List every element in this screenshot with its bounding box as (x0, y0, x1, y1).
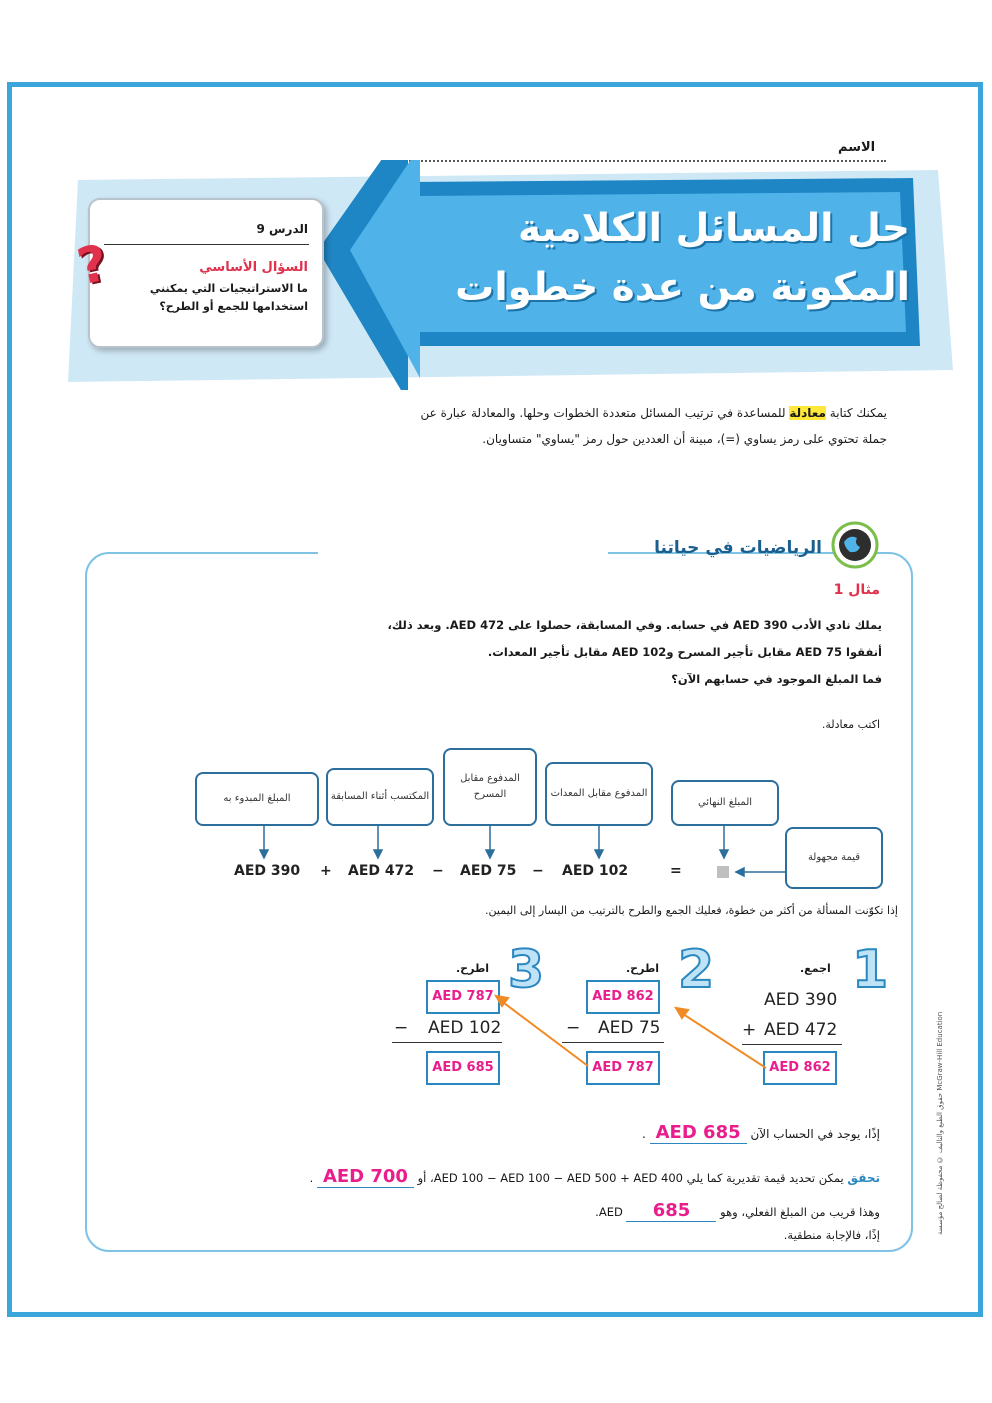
eq-term-102: AED 102 (562, 863, 629, 879)
problem-line-1: يملك نادي الأدب 390 AED في حسابه. وفي المسابقة، حصلوا على 472 AED. وبعد ذلك، (387, 618, 882, 632)
answer-suffix: . (641, 1127, 646, 1141)
eq-term-75: AED 75 (460, 863, 517, 879)
step-1-op: + (742, 1020, 757, 1040)
check-line-1 (160, 1166, 880, 1187)
step-1-b: AED 472 (764, 1020, 838, 1040)
step-3-op: − (394, 1018, 409, 1038)
check-estimate: AED 700 (317, 1166, 414, 1188)
check-line2-pre: وهذا قريب من المبلغ الفعلي، وهو (720, 1205, 880, 1219)
problem-line-2: أنفقوا 75 AED مقابل تأجير المسرح و102 AED مقابل تأجير المعدات. (487, 645, 882, 659)
side-credit: حقوق الطبع والتأليف © محفوظة لصالح مؤسسة McGraw-Hill Education (936, 1011, 944, 1235)
check-line-3: إذًا، فالإجابة منطقية. (783, 1228, 880, 1242)
step-3-b: AED 102 (428, 1018, 502, 1038)
label-earned: المكتسب أثناء المسابقة (326, 768, 434, 826)
step-1-number: 1 (852, 940, 889, 1000)
label-start-amount: المبلغ المبدوء به (195, 772, 319, 826)
title-line-1: حل المسائل الكلامية (517, 206, 910, 251)
step-3-a: AED 787 (426, 980, 500, 1014)
step-1-label: اجمع. (800, 962, 831, 975)
check-estimate-suffix: . (309, 1171, 314, 1185)
eq-op-equals: = (670, 863, 682, 879)
eq-op-minus-1: − (432, 863, 444, 879)
eq-term-472: AED 472 (348, 863, 415, 879)
answer-sentence (642, 1122, 880, 1143)
label-unknown-value: قيمة مجهولة (785, 827, 883, 889)
question-mark-icon: ? (72, 233, 113, 297)
example-title: مثال 1 (833, 582, 880, 598)
section-title: الرياضيات في حياتنا (654, 538, 822, 558)
step-2-a: AED 862 (586, 980, 660, 1014)
title-line-2: المكونة من عدة خطوات (455, 265, 910, 310)
check-text: يمكن تحديد قيمة تقديرية كما يلي AED 100 − AED 100 − AED 500 + AED 400، أو (417, 1171, 844, 1185)
step-1-result: AED 862 (763, 1051, 837, 1085)
essential-question-text: ما الاستراتيجيات التي يمكنني استخدامها للجمع أو الطرح؟ (149, 282, 308, 313)
step-3-result: AED 685 (426, 1051, 500, 1085)
label-final-amount: المبلغ النهائي (671, 780, 779, 826)
essential-question-title: السؤال الأساسي (199, 260, 308, 275)
lesson-label: الدرس 9 (256, 222, 308, 236)
order-hint: إذا تكوّنت المسألة من أكثر من خطوة، فعليك الجمع والطرح بالترتيب من اليسار إلى اليمين. (485, 904, 898, 917)
step-3-label: اطرح. (456, 962, 490, 975)
step-2-b: AED 75 (598, 1018, 661, 1038)
step-2-result: AED 787 (586, 1051, 660, 1085)
check-actual: 685 (626, 1200, 716, 1222)
check-line2-post: AED. (595, 1205, 623, 1219)
eq-op-minus-2: − (532, 863, 544, 879)
check-label: تحقق (847, 1171, 880, 1185)
label-equipment-cost: المدفوع مقابل المعدات (545, 762, 653, 826)
step-3-number: 3 (508, 940, 545, 1000)
step-1-a: AED 390 (764, 990, 838, 1010)
write-equation-instruction: اكتب معادلة. (821, 718, 880, 731)
intro-highlight: معادلة (789, 406, 826, 420)
step-2-op: − (566, 1018, 581, 1038)
step-2-label: اطرح. (626, 962, 660, 975)
label-stage-cost: المدفوع مقابل المسرح (443, 748, 537, 826)
intro-pre: يمكنك كتابة (825, 406, 887, 420)
intro-post: للمساعدة في ترتيب المسائل متعددة الخطوات وحلها. والمعادلة عبارة عن جملة تحتوي على رمز يساوي (=)، مبينة أن العددين حول رمز "يساوي" متساويان. (420, 406, 887, 446)
eq-term-390: AED 390 (234, 863, 301, 879)
step-2-number: 2 (678, 940, 715, 1000)
answer-prefix: إذًا، يوجد في الحساب الآن (750, 1127, 880, 1141)
answer-value: AED 685 (650, 1122, 747, 1144)
eq-op-plus: + (320, 863, 332, 879)
check-line-2 (595, 1200, 880, 1222)
problem-question: فما المبلغ الموجود في حسابهم الآن؟ (671, 672, 882, 686)
name-label: الاسم (838, 140, 876, 155)
